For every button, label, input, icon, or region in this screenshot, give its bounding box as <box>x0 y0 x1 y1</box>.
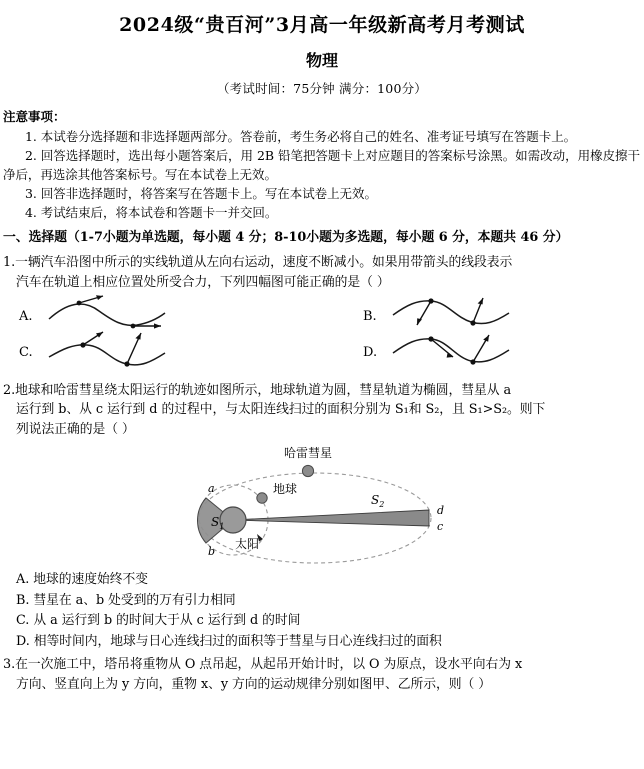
option-a-label: A. <box>19 308 33 324</box>
note-item-4: 4. 考试结束后，将本试卷和答题卡一并交回。 <box>25 205 278 221</box>
comet-body <box>302 465 313 476</box>
point-a-label: a <box>208 482 215 495</box>
point-d-label: d <box>437 504 445 517</box>
orbit-diagram-icon <box>175 442 475 568</box>
earth-label: 地球 <box>273 482 298 496</box>
option-c-label: C. <box>19 344 33 360</box>
question-1-option-a-figure <box>0 295 297 335</box>
question-1-option-b-figure <box>341 295 641 335</box>
question-2-text-1: 地球和哈雷彗星绕太阳运行的轨迹如图所示，地球轨道为圆，彗星轨道为椭圆，彗星从 a <box>15 382 512 398</box>
question-2-option-a: A. 地球的速度始终不变 <box>16 572 148 587</box>
notes-heading: 注意事项： <box>3 108 66 124</box>
question-2-line-1 <box>3 381 642 401</box>
earth-body <box>257 493 267 503</box>
question-3 <box>0 655 644 695</box>
note-item-1: 1. 本试卷分选择题和非选择题两部分。答卷前，考生务必将自己的姓名、准考证号填写在答题卡上。 <box>25 129 577 145</box>
question-2-number: 2. <box>3 382 16 398</box>
question-1-text-1: 一辆汽车沿图中所示的实线轨道从左向右运动，速度不断减小。如果用带箭头的线段表示 <box>15 254 513 270</box>
question-1-line-1 <box>3 253 642 273</box>
question-2-option-c: C. 从 a 运行到 b 的时间大于从 c 运行到 d 的时间 <box>16 613 301 629</box>
question-2-option-d: D. 相等时间内，地球与日心连线扫过的面积等于彗星与日心连线扫过的面积 <box>16 634 442 650</box>
s2-sector <box>233 510 429 526</box>
sun-label: 太阳 <box>235 537 260 551</box>
question-2-line-2: 运行到 b、从 c 运行到 d 的过程中，与太阳连线扫过的面积分别为 S₁和 S₂，且 S₁>S₂。则下 <box>16 402 546 418</box>
question-1 <box>0 253 644 293</box>
question-1-line-2: 汽车在轨道上相应位置处所受合力，下列四幅图可能正确的是（ ） <box>16 274 390 290</box>
track-curve-c-icon <box>45 331 175 373</box>
question-1-figure-group <box>0 295 641 377</box>
section-heading: 一、选择题（1-7小题为单选题，每小题 4 分；8-10小题为多选题，每小题 6 分，本题共 46 分） <box>3 230 569 246</box>
exam-meta: （考试时间：75分钟 满分：100分） <box>216 81 428 97</box>
question-3-number: 3. <box>3 656 16 672</box>
question-1-number: 1. <box>3 254 16 270</box>
question-1-option-c-figure <box>0 331 297 371</box>
question-3-line-1 <box>3 655 642 675</box>
point-c-label: c <box>437 520 444 533</box>
subject-title: 物理 <box>305 50 338 70</box>
page-title: 2024级“贵百河”3月高一年级新高考月考测试 <box>119 14 525 36</box>
notes-section <box>0 108 644 223</box>
question-3-line-2: 方向、竖直向上为 y 方向，重物 x、y 方向的运动规律分别如图甲、乙所示，则（ ） <box>16 676 492 692</box>
question-2 <box>0 381 644 440</box>
question-2-line-3: 列说法正确的是（ ） <box>16 422 135 438</box>
s2-label: $S_2$ <box>371 493 385 509</box>
question-2-option-b: B. 彗星在 a、b 处受到的万有引力相同 <box>16 592 236 608</box>
question-2-options <box>0 570 644 653</box>
s1-label: $S_1$ <box>211 515 225 531</box>
question-2-figure <box>0 442 641 568</box>
point-b-label: b <box>208 545 216 558</box>
note-item-3: 3. 回答非选择题时，将答案写在答题卡上。写在本试卷上无效。 <box>25 186 377 202</box>
option-b-label: B. <box>363 308 377 324</box>
comet-label: 哈雷彗星 <box>283 446 333 460</box>
question-1-option-d-figure <box>341 331 641 371</box>
track-curve-a-icon <box>45 295 175 335</box>
option-d-label: D. <box>363 344 378 360</box>
track-curve-b-icon <box>389 295 519 335</box>
note-item-2: 2. 回答选择题时，选出每小题答案后，用 2B 铅笔把答题卡上对应题目的答案标号涂黑。如需改动，用橡皮擦干净后，再选涂其他答案标号。写在本试卷上无效。 <box>3 148 640 183</box>
track-curve-d-icon <box>389 331 519 373</box>
question-3-text-1: 在一次施工中，塔吊将重物从 O 点吊起，从起吊开始计时，以 O 为原点，设水平向右为 x <box>15 656 523 672</box>
